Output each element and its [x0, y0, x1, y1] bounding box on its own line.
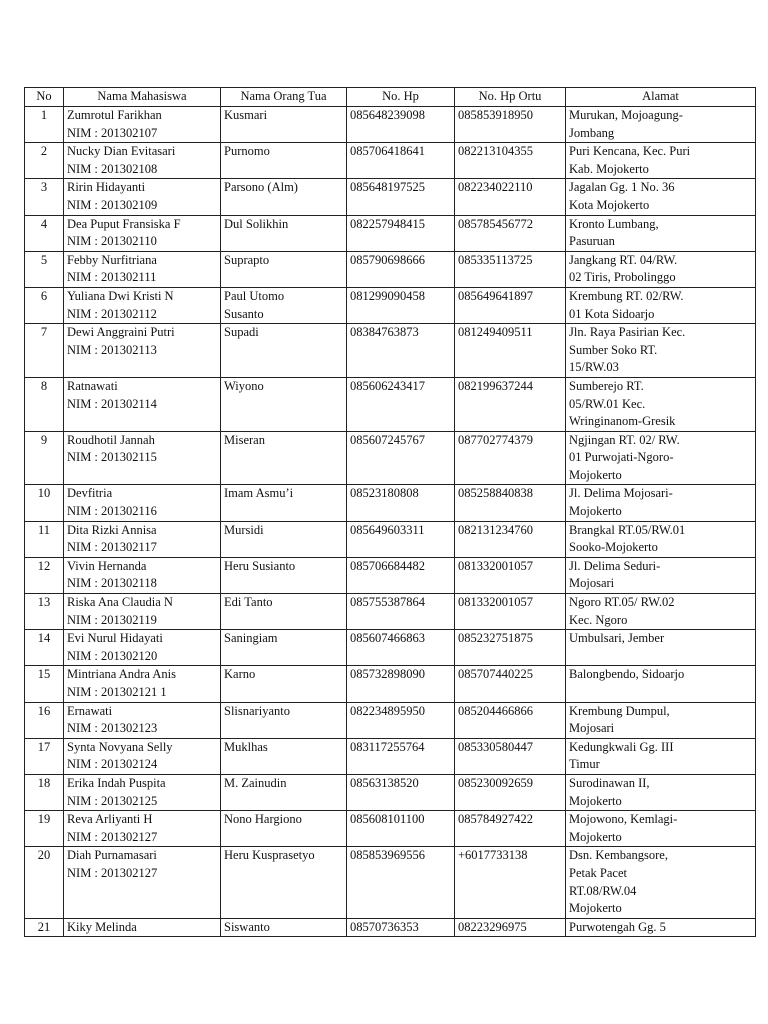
address: Dsn. Kembangsore, Petak Pacet RT.08/RW.04 Mojokerto — [566, 847, 756, 918]
student-cell — [64, 557, 221, 593]
student-phone: 08570736353 — [347, 918, 455, 937]
student-nim: NIM : 201302108 — [67, 161, 158, 176]
table-row — [25, 324, 756, 378]
address: Jangkang RT. 04/RW. 02 Tiris, Probolinggo — [566, 251, 756, 287]
header-nama-orang-tua: Nama Orang Tua — [221, 88, 347, 107]
student-phone: 085608101100 — [347, 811, 455, 847]
address: Kedungkwali Gg. III Timur — [566, 738, 756, 774]
address: Jagalan Gg. 1 No. 36 Kota Mojokerto — [566, 179, 756, 215]
parent-name: Parsono (Alm) — [221, 179, 347, 215]
parent-name: Kusmari — [221, 107, 347, 143]
student-phone: 085790698666 — [347, 251, 455, 287]
parent-phone: 085230092659 — [455, 774, 566, 810]
student-cell — [64, 215, 221, 251]
header-row — [25, 88, 756, 107]
student-name: Ratnawati — [67, 378, 118, 393]
student-phone: 083117255764 — [347, 738, 455, 774]
student-nim: NIM : 201302127 — [67, 865, 158, 880]
row-number: 13 — [25, 594, 64, 630]
student-name: Vivin Hernanda — [67, 558, 147, 573]
student-cell — [64, 107, 221, 143]
student-phone: 085706684482 — [347, 557, 455, 593]
student-phone: 08563138520 — [347, 774, 455, 810]
parent-phone: 085707440225 — [455, 666, 566, 702]
student-name: Erika Indah Puspita — [67, 775, 166, 790]
table-row — [25, 738, 756, 774]
table-row — [25, 557, 756, 593]
address: Krembung RT. 02/RW. 01 Kota Sidoarjo — [566, 287, 756, 323]
address: Brangkal RT.05/RW.01 Sooko-Mojokerto — [566, 521, 756, 557]
student-nim: NIM : 201302112 — [67, 306, 157, 321]
parent-phone: 085785456772 — [455, 215, 566, 251]
address: Puri Kencana, Kec. Puri Kab. Mojokerto — [566, 143, 756, 179]
parent-name: Muklhas — [221, 738, 347, 774]
parent-name: Karno — [221, 666, 347, 702]
parent-name: Paul Utomo Susanto — [221, 287, 347, 323]
parent-name: Heru Kusprasetyo — [221, 847, 347, 918]
student-cell — [64, 811, 221, 847]
student-nim: NIM : 201302113 — [67, 342, 157, 357]
student-name: Evi Nurul Hidayati — [67, 631, 163, 646]
student-phone: 085607466863 — [347, 630, 455, 666]
student-cell — [64, 594, 221, 630]
parent-phone: +6017733138 — [455, 847, 566, 918]
row-number: 5 — [25, 251, 64, 287]
student-name: Kiky Melinda — [67, 919, 137, 934]
table-row — [25, 594, 756, 630]
parent-phone: 081332001057 — [455, 557, 566, 593]
student-phone: 085649603311 — [347, 521, 455, 557]
address: Jln. Raya Pasirian Kec. Sumber Soko RT. 15/RW.03 — [566, 324, 756, 378]
address: Krembung Dumpul, Mojosari — [566, 702, 756, 738]
student-nim: NIM : 201302118 — [67, 576, 157, 591]
parent-phone: 082199637244 — [455, 377, 566, 431]
parent-phone: 085853918950 — [455, 107, 566, 143]
table-row — [25, 521, 756, 557]
address: Purwotengah Gg. 5 — [566, 918, 756, 937]
row-number: 9 — [25, 431, 64, 485]
table-row — [25, 918, 756, 937]
address: Balongbendo, Sidoarjo — [566, 666, 756, 702]
parent-phone: 081332001057 — [455, 594, 566, 630]
student-table — [24, 87, 756, 937]
student-phone: 081299090458 — [347, 287, 455, 323]
header-no-hp-ortu: No. Hp Ortu — [455, 88, 566, 107]
address: Jl. Delima Seduri- Mojosari — [566, 557, 756, 593]
student-cell — [64, 774, 221, 810]
student-phone: 085853969556 — [347, 847, 455, 918]
parent-phone: 085335113725 — [455, 251, 566, 287]
parent-name: Wiyono — [221, 377, 347, 431]
parent-phone: 082213104355 — [455, 143, 566, 179]
parent-phone: 082131234760 — [455, 521, 566, 557]
parent-name: Slisnariyanto — [221, 702, 347, 738]
address: Ngjingan RT. 02/ RW. 01 Purwojati-Ngoro- Mojokerto — [566, 431, 756, 485]
student-cell — [64, 630, 221, 666]
row-number: 7 — [25, 324, 64, 378]
student-cell — [64, 847, 221, 918]
parent-phone: 081249409511 — [455, 324, 566, 378]
parent-phone: 085232751875 — [455, 630, 566, 666]
row-number: 3 — [25, 179, 64, 215]
student-phone: 085732898090 — [347, 666, 455, 702]
table-row — [25, 377, 756, 431]
student-name: Devfitria — [67, 486, 113, 501]
student-name: Dea Puput Fransiska F — [67, 216, 181, 231]
student-phone: 085648197525 — [347, 179, 455, 215]
student-nim: NIM : 201302119 — [67, 612, 157, 627]
row-number: 11 — [25, 521, 64, 557]
table-row — [25, 811, 756, 847]
parent-name: Edi Tanto — [221, 594, 347, 630]
student-name: Zumrotul Farikhan — [67, 108, 162, 122]
student-cell — [64, 324, 221, 378]
student-name: Ernawati — [67, 703, 113, 718]
student-nim: NIM : 201302123 — [67, 721, 158, 736]
header-alamat: Alamat — [566, 88, 756, 107]
student-name: Dita Rizki Annisa — [67, 522, 157, 537]
student-cell — [64, 738, 221, 774]
student-name: Riska Ana Claudia N — [67, 595, 173, 610]
student-name: Roudhotil Jannah — [67, 432, 155, 447]
table-row — [25, 630, 756, 666]
parent-phone: 085330580447 — [455, 738, 566, 774]
row-number: 18 — [25, 774, 64, 810]
table-body — [25, 107, 756, 937]
table-row — [25, 179, 756, 215]
student-nim: NIM : 201302114 — [67, 396, 157, 411]
student-name: Synta Novyana Selly — [67, 739, 173, 754]
table-row — [25, 774, 756, 810]
student-phone: 085755387864 — [347, 594, 455, 630]
student-nim: NIM : 201302115 — [67, 450, 157, 465]
table-row — [25, 143, 756, 179]
table-row — [25, 251, 756, 287]
parent-phone: 085204466866 — [455, 702, 566, 738]
student-phone: 085607245767 — [347, 431, 455, 485]
student-phone: 082234895950 — [347, 702, 455, 738]
parent-name: Heru Susianto — [221, 557, 347, 593]
student-cell — [64, 918, 221, 937]
row-number: 12 — [25, 557, 64, 593]
row-number: 6 — [25, 287, 64, 323]
student-nim: NIM : 201302111 — [67, 270, 157, 285]
address: Surodinawan II, Mojokerto — [566, 774, 756, 810]
row-number: 4 — [25, 215, 64, 251]
row-number: 21 — [25, 918, 64, 937]
student-nim: NIM : 201302109 — [67, 197, 158, 212]
student-phone: 085706418641 — [347, 143, 455, 179]
student-nim: NIM : 201302124 — [67, 757, 158, 772]
parent-name: Imam Asmu’i — [221, 485, 347, 521]
row-number: 16 — [25, 702, 64, 738]
table-row — [25, 215, 756, 251]
student-nim: NIM : 201302120 — [67, 648, 158, 663]
table-row — [25, 431, 756, 485]
student-name: Diah Purnamasari — [67, 848, 157, 863]
table-row — [25, 847, 756, 918]
student-nim: NIM : 201302117 — [67, 540, 157, 555]
parent-phone: 087702774379 — [455, 431, 566, 485]
address: Murukan, Mojoagung- Jombang — [566, 107, 756, 143]
parent-name: Mursidi — [221, 521, 347, 557]
student-cell — [64, 485, 221, 521]
address: Sumberejo RT. 05/RW.01 Kec. Wringinanom-Gresik — [566, 377, 756, 431]
student-name: Dewi Anggraini Putri — [67, 325, 175, 340]
student-nim: NIM : 201302116 — [67, 504, 157, 519]
parent-name: Saningiam — [221, 630, 347, 666]
parent-name: Purnomo — [221, 143, 347, 179]
address: Jl. Delima Mojosari- Mojokerto — [566, 485, 756, 521]
parent-phone: 085258840838 — [455, 485, 566, 521]
student-cell — [64, 521, 221, 557]
parent-name: Siswanto — [221, 918, 347, 937]
student-name: Febby Nurfitriana — [67, 252, 157, 267]
parent-phone: 082234022110 — [455, 179, 566, 215]
student-cell — [64, 431, 221, 485]
address: Umbulsari, Jember — [566, 630, 756, 666]
student-name: Nucky Dian Evitasari — [67, 144, 176, 159]
student-phone: 082257948415 — [347, 215, 455, 251]
row-number: 14 — [25, 630, 64, 666]
row-number: 20 — [25, 847, 64, 918]
student-nim: NIM : 201302110 — [67, 234, 157, 249]
row-number: 10 — [25, 485, 64, 521]
parent-name: M. Zainudin — [221, 774, 347, 810]
table-row — [25, 666, 756, 702]
parent-name: Dul Solikhin — [221, 215, 347, 251]
student-phone: 08523180808 — [347, 485, 455, 521]
parent-phone: 08223296975 — [455, 918, 566, 937]
student-cell — [64, 179, 221, 215]
student-name: Yuliana Dwi Kristi N — [67, 288, 174, 303]
parent-name: Miseran — [221, 431, 347, 485]
parent-phone: 085784927422 — [455, 811, 566, 847]
student-name: Ririn Hidayanti — [67, 180, 146, 195]
row-number: 2 — [25, 143, 64, 179]
student-cell — [64, 287, 221, 323]
parent-phone: 085649641897 — [455, 287, 566, 323]
address: Mojowono, Kemlagi- Mojokerto — [566, 811, 756, 847]
table-row — [25, 702, 756, 738]
parent-name: Supadi — [221, 324, 347, 378]
student-cell — [64, 666, 221, 702]
student-name: Reva Arliyanti H — [67, 812, 153, 827]
student-phone: 085648239098 — [347, 107, 455, 143]
address: Kronto Lumbang, Pasuruan — [566, 215, 756, 251]
student-phone: 08384763873 — [347, 324, 455, 378]
student-nim: NIM : 201302107 — [67, 125, 158, 140]
student-nim: NIM : 201302127 — [67, 829, 158, 844]
parent-name: Suprapto — [221, 251, 347, 287]
table-row — [25, 107, 756, 143]
row-number: 15 — [25, 666, 64, 702]
row-number: 19 — [25, 811, 64, 847]
address: Ngoro RT.05/ RW.02 Kec. Ngoro — [566, 594, 756, 630]
header-no-hp: No. Hp — [347, 88, 455, 107]
header-nama-mahasiswa: Nama Mahasiswa — [64, 88, 221, 107]
header-no: No — [25, 88, 64, 107]
row-number: 1 — [25, 107, 64, 143]
student-cell — [64, 377, 221, 431]
student-nim: NIM : 201302125 — [67, 793, 158, 808]
student-name: Mintriana Andra Anis — [67, 667, 177, 682]
table-row — [25, 485, 756, 521]
student-phone: 085606243417 — [347, 377, 455, 431]
student-nim: NIM : 201302121 1 — [67, 685, 167, 699]
table-row — [25, 287, 756, 323]
student-cell — [64, 702, 221, 738]
parent-name: Nono Hargiono — [221, 811, 347, 847]
row-number: 17 — [25, 738, 64, 774]
student-cell — [64, 143, 221, 179]
row-number: 8 — [25, 377, 64, 431]
student-cell — [64, 251, 221, 287]
